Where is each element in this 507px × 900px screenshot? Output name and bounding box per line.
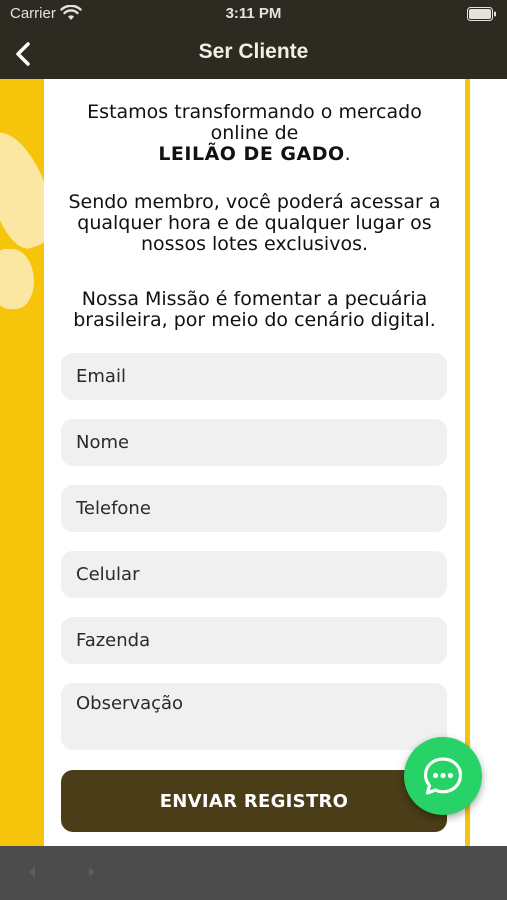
decorative-shape [0, 123, 44, 255]
email-field[interactable] [61, 353, 447, 400]
intro-period: . [344, 143, 351, 165]
fazenda-field[interactable] [61, 617, 447, 664]
observacao-field[interactable] [61, 683, 447, 750]
intro-emphasis: LEILÃO DE GADO [158, 143, 345, 165]
paragraph-line: brasileira, por meio do cenário digital. [73, 309, 436, 331]
mission-paragraph [44, 289, 465, 331]
navigation-bar [0, 28, 507, 79]
telefone-field[interactable] [61, 485, 447, 532]
nome-field[interactable] [61, 419, 447, 466]
chevron-left-icon [6, 34, 46, 74]
bottom-toolbar [0, 846, 507, 900]
chat-bubble-icon [422, 755, 464, 797]
enviar-registro-button[interactable]: ENVIAR REGISTRO [61, 770, 447, 832]
clock-label: 3:11 PM [225, 5, 282, 22]
chat-button[interactable] [404, 737, 482, 815]
paragraph-line: Nossa Missão é fomentar a pecuária [81, 288, 428, 310]
intro-line: Estamos transformando o mercado [87, 101, 422, 123]
intro-line [44, 144, 465, 165]
celular-field[interactable] [61, 551, 447, 598]
intro-heading [44, 102, 465, 165]
paragraph-line: nossos lotes exclusivos. [140, 233, 369, 255]
intro-line: online de [210, 122, 299, 144]
status-bar [0, 0, 507, 28]
paragraph-line: qualquer hora e de qualquer lugar os [77, 212, 432, 234]
arrow-left-icon[interactable] [22, 862, 42, 882]
left-brand-panel [0, 79, 44, 846]
page-title: Ser Cliente [198, 40, 309, 63]
back-button[interactable] [6, 34, 46, 74]
membership-paragraph [44, 192, 465, 255]
battery-icon [467, 7, 497, 21]
arrow-right-icon[interactable] [82, 862, 102, 882]
paragraph-line: Sendo membro, você poderá acessar a [68, 191, 441, 213]
decorative-shape [0, 249, 34, 309]
carrier-label: Carrier [10, 5, 56, 22]
right-panel [470, 79, 507, 846]
